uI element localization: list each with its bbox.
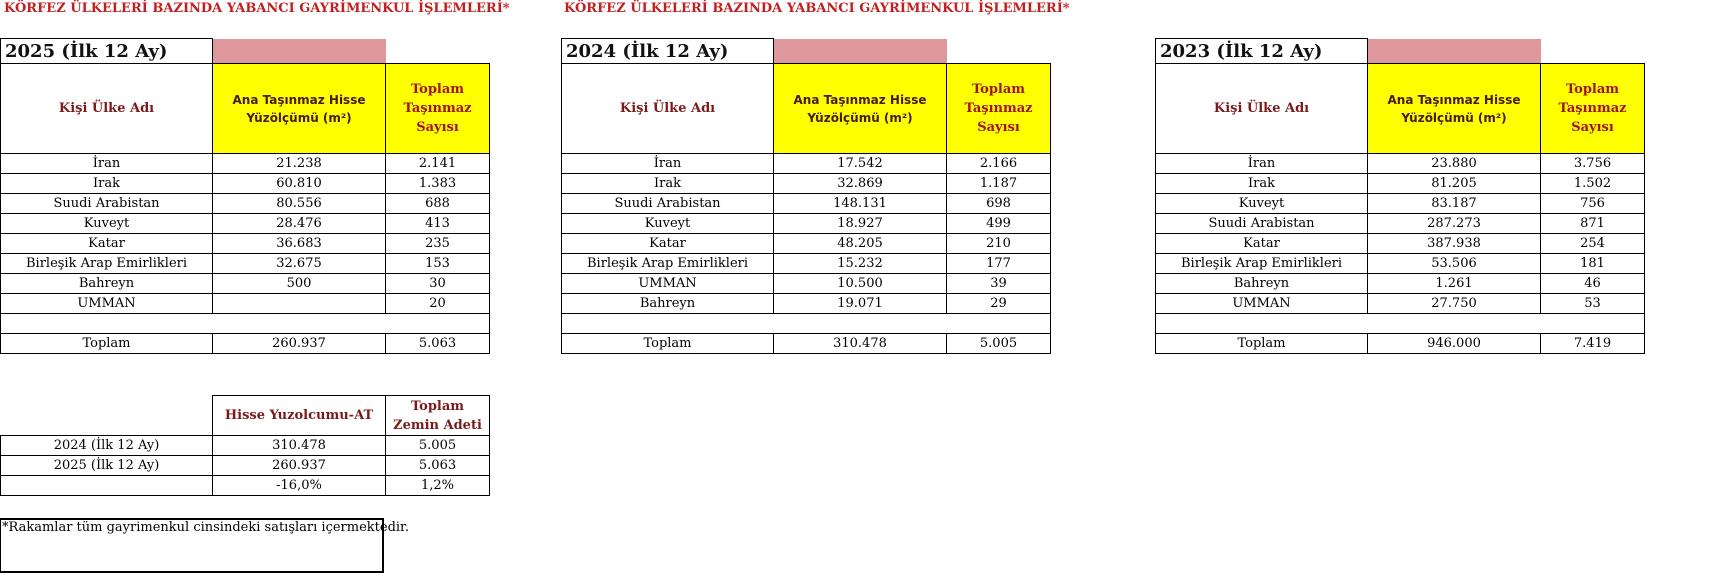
cell-area: 83.187 xyxy=(1368,194,1541,214)
table-row xyxy=(1156,274,1645,294)
total-label: Toplam xyxy=(1,334,213,354)
cell-country: UMMAN xyxy=(1156,294,1368,314)
cell-country: İran xyxy=(1156,154,1368,174)
header-area: Ana Taşınmaz Hisse Yüzölçümü (m²) xyxy=(774,64,947,154)
cell-country: İran xyxy=(562,154,774,174)
cell-area: 36.683 xyxy=(213,234,386,254)
data-table xyxy=(1155,38,1645,354)
cell-area: 500 xyxy=(213,274,386,294)
comparison-label xyxy=(1,476,213,496)
table-row xyxy=(1,234,490,254)
header-country: Kişi Ülke Adı xyxy=(1,64,213,154)
cell-area: 23.880 xyxy=(1368,154,1541,174)
cell-country: Kuveyt xyxy=(1,214,213,234)
table-row xyxy=(1,214,490,234)
cell-count: 39 xyxy=(947,274,1051,294)
table-row xyxy=(562,174,1051,194)
total-label: Toplam xyxy=(1156,334,1368,354)
header-area: Ana Taşınmaz Hisse Yüzölçümü (m²) xyxy=(213,64,386,154)
block-2024 xyxy=(561,38,1051,354)
header-count: Toplam Taşınmaz Sayısı xyxy=(947,64,1051,154)
cell-country: Birleşik Arap Emirlikleri xyxy=(1,254,213,274)
total-area: 946.000 xyxy=(1368,334,1541,354)
cell-country: Birleşik Arap Emirlikleri xyxy=(1156,254,1368,274)
cell-area: 48.205 xyxy=(774,234,947,254)
table-row xyxy=(1156,294,1645,314)
cell-count: 53 xyxy=(1541,294,1645,314)
table-row xyxy=(1156,214,1645,234)
table-row xyxy=(562,194,1051,214)
header-area: Ana Taşınmaz Hisse Yüzölçümü (m²) xyxy=(1368,64,1541,154)
year-highlight xyxy=(1368,39,1541,64)
table-row xyxy=(1,476,490,496)
table-row xyxy=(1,436,490,456)
total-label: Toplam xyxy=(562,334,774,354)
cell-area: 21.238 xyxy=(213,154,386,174)
header-count: Toplam Taşınmaz Sayısı xyxy=(386,64,490,154)
table-row xyxy=(1,174,490,194)
cell-area: 15.232 xyxy=(774,254,947,274)
cell-area: 53.506 xyxy=(1368,254,1541,274)
header-count: Toplam Taşınmaz Sayısı xyxy=(1541,64,1645,154)
cell-area: 387.938 xyxy=(1368,234,1541,254)
data-table xyxy=(561,38,1051,354)
cell-country: UMMAN xyxy=(562,274,774,294)
table-row xyxy=(1156,194,1645,214)
table-row xyxy=(1,294,490,314)
cell-country: Katar xyxy=(562,234,774,254)
cell-count: 177 xyxy=(947,254,1051,274)
cell-country: Bahreyn xyxy=(1156,274,1368,294)
total-area: 260.937 xyxy=(213,334,386,354)
year-label: 2024 (İlk 12 Ay) xyxy=(562,39,774,64)
cell-count: 46 xyxy=(1541,274,1645,294)
cell-area: 1.261 xyxy=(1368,274,1541,294)
cell-count: 20 xyxy=(386,294,490,314)
block-2025 xyxy=(0,38,490,354)
cell-country: Kuveyt xyxy=(562,214,774,234)
cell-count: 181 xyxy=(1541,254,1645,274)
total-count: 5.005 xyxy=(947,334,1051,354)
cell-country: UMMAN xyxy=(1,294,213,314)
cell-country: Katar xyxy=(1156,234,1368,254)
comparison-area: 260.937 xyxy=(213,456,386,476)
cell-country: İran xyxy=(1,154,213,174)
cell-area xyxy=(213,294,386,314)
year-highlight xyxy=(774,39,947,64)
cell-country: Bahreyn xyxy=(562,294,774,314)
cell-country: Suudi Arabistan xyxy=(1,194,213,214)
cell-country: Birleşik Arap Emirlikleri xyxy=(562,254,774,274)
cell-count: 1.502 xyxy=(1541,174,1645,194)
comparison-change-area: -16,0% xyxy=(213,476,386,496)
block-2024-title: KÖRFEZ ÜLKELERİ BAZINDA YABANCI GAYRİMENKUL İŞLEMLERİ* xyxy=(564,1,1070,16)
cell-area: 17.542 xyxy=(774,154,947,174)
year-label: 2025 (İlk 12 Ay) xyxy=(1,39,213,64)
cell-count: 254 xyxy=(1541,234,1645,254)
comparison-label: 2024 (İlk 12 Ay) xyxy=(1,436,213,456)
cell-area: 80.556 xyxy=(213,194,386,214)
table-row xyxy=(1,456,490,476)
cell-count: 756 xyxy=(1541,194,1645,214)
cell-country: Suudi Arabistan xyxy=(1156,214,1368,234)
table-row xyxy=(562,234,1051,254)
cell-area: 287.273 xyxy=(1368,214,1541,234)
total-row xyxy=(562,334,1051,354)
cell-area: 148.131 xyxy=(774,194,947,214)
cell-country: Irak xyxy=(1,174,213,194)
footnote: *Rakamlar tüm gayrimenkul cinsindeki satışları içermektedir. xyxy=(0,518,384,573)
table-row xyxy=(1156,254,1645,274)
cell-area: 28.476 xyxy=(213,214,386,234)
cell-count: 871 xyxy=(1541,214,1645,234)
table-row xyxy=(1,274,490,294)
block-2025-title: KÖRFEZ ÜLKELERİ BAZINDA YABANCI GAYRİMENKUL İŞLEMLERİ* xyxy=(4,1,510,16)
cell-count: 1.383 xyxy=(386,174,490,194)
cell-area: 81.205 xyxy=(1368,174,1541,194)
table-row xyxy=(562,274,1051,294)
table-row xyxy=(562,154,1051,174)
cell-count: 2.141 xyxy=(386,154,490,174)
cell-count: 688 xyxy=(386,194,490,214)
cell-area: 60.810 xyxy=(213,174,386,194)
cell-count: 235 xyxy=(386,234,490,254)
cell-area: 10.500 xyxy=(774,274,947,294)
cell-count: 30 xyxy=(386,274,490,294)
table-row xyxy=(562,254,1051,274)
cell-area: 19.071 xyxy=(774,294,947,314)
total-row xyxy=(1156,334,1645,354)
table-row xyxy=(1156,174,1645,194)
header-country: Kişi Ülke Adı xyxy=(562,64,774,154)
comparison-area: 310.478 xyxy=(213,436,386,456)
cell-area: 27.750 xyxy=(1368,294,1541,314)
table-row xyxy=(1,254,490,274)
cell-country: Irak xyxy=(1156,174,1368,194)
cell-count: 499 xyxy=(947,214,1051,234)
cell-country: Kuveyt xyxy=(1156,194,1368,214)
total-count: 5.063 xyxy=(386,334,490,354)
cell-count: 153 xyxy=(386,254,490,274)
cell-count: 1.187 xyxy=(947,174,1051,194)
cell-count: 210 xyxy=(947,234,1051,254)
block-2023 xyxy=(1155,38,1645,354)
table-row xyxy=(1156,234,1645,254)
comparison-count: 5.005 xyxy=(386,436,490,456)
comparison-label: 2025 (İlk 12 Ay) xyxy=(1,456,213,476)
comparison-header-area: Hisse Yuzolcumu-AT xyxy=(213,396,386,436)
cell-count: 3.756 xyxy=(1541,154,1645,174)
comparison-table xyxy=(0,395,490,496)
data-table xyxy=(0,38,490,354)
total-area: 310.478 xyxy=(774,334,947,354)
cell-area: 32.869 xyxy=(774,174,947,194)
year-label: 2023 (İlk 12 Ay) xyxy=(1156,39,1368,64)
cell-area: 18.927 xyxy=(774,214,947,234)
comparison-change-count: 1,2% xyxy=(386,476,490,496)
comparison-count: 5.063 xyxy=(386,456,490,476)
cell-country: Katar xyxy=(1,234,213,254)
table-row xyxy=(1,194,490,214)
cell-country: Irak xyxy=(562,174,774,194)
total-row xyxy=(1,334,490,354)
table-row xyxy=(562,294,1051,314)
cell-count: 2.166 xyxy=(947,154,1051,174)
header-country: Kişi Ülke Adı xyxy=(1156,64,1368,154)
cell-country: Bahreyn xyxy=(1,274,213,294)
table-row xyxy=(1156,154,1645,174)
year-highlight xyxy=(213,39,386,64)
table-row xyxy=(1,154,490,174)
cell-area: 32.675 xyxy=(213,254,386,274)
total-count: 7.419 xyxy=(1541,334,1645,354)
cell-count: 29 xyxy=(947,294,1051,314)
table-row xyxy=(562,214,1051,234)
cell-country: Suudi Arabistan xyxy=(562,194,774,214)
comparison-header-count: Toplam Zemin Adeti xyxy=(386,396,490,436)
cell-count: 413 xyxy=(386,214,490,234)
cell-count: 698 xyxy=(947,194,1051,214)
